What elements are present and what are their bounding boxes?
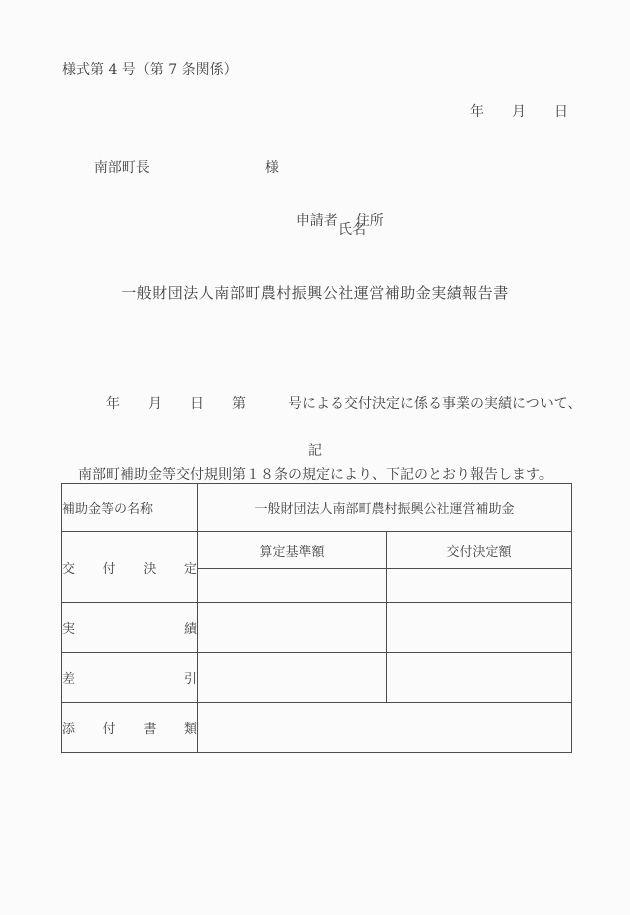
attachments-value-cell	[198, 703, 572, 753]
subsidy-name-value-cell: 一般財団法人南部町農村振興公社運営補助金	[198, 484, 572, 532]
difference-base-amount-cell	[198, 653, 387, 703]
results-label-cell: 実 績	[62, 603, 198, 653]
body-line-2: 南部町補助金等交付規則第１８条の規定により、下記のとおり報告します。	[78, 466, 553, 483]
decided-amount-header-cell: 交付決定額	[387, 532, 572, 569]
subsidy-name-label-cell: 補助金等の名称	[62, 484, 198, 532]
document-title: 一般財団法人南部町農村振興公社運営補助金実績報告書	[121, 284, 509, 302]
addressee-line	[76, 141, 279, 193]
applicant-name-label: 氏名	[338, 222, 366, 238]
grant-decision-decided-amount-cell	[387, 569, 572, 603]
attachments-label-cell: 添 付 書 類	[62, 703, 198, 753]
results-base-amount-cell	[198, 603, 387, 653]
grant-decision-label-cell: 交 付 決 定	[62, 532, 198, 603]
base-amount-header-cell: 算定基準額	[198, 532, 387, 569]
difference-label-cell: 差 引	[62, 653, 198, 703]
difference-decided-amount-cell	[387, 653, 572, 703]
results-decided-amount-cell	[387, 603, 572, 653]
list-marker: 記	[308, 443, 322, 459]
body-line-1: 年 月 日 第 号による交付決定に係る事業の実績について、	[78, 396, 582, 412]
applicant-label: 申請者	[295, 213, 338, 229]
grant-decision-base-amount-cell	[198, 569, 387, 603]
date-placeholder: 年 月 日	[470, 104, 568, 120]
applicant-address-label: 住所	[355, 213, 384, 229]
addressee-honorific: 様	[264, 160, 279, 176]
report-table	[61, 483, 572, 753]
applicant-line	[278, 194, 384, 246]
form-number: 様式第 4 号（第 7 条関係）	[62, 62, 238, 78]
addressee-name: 南部町長	[93, 160, 150, 176]
